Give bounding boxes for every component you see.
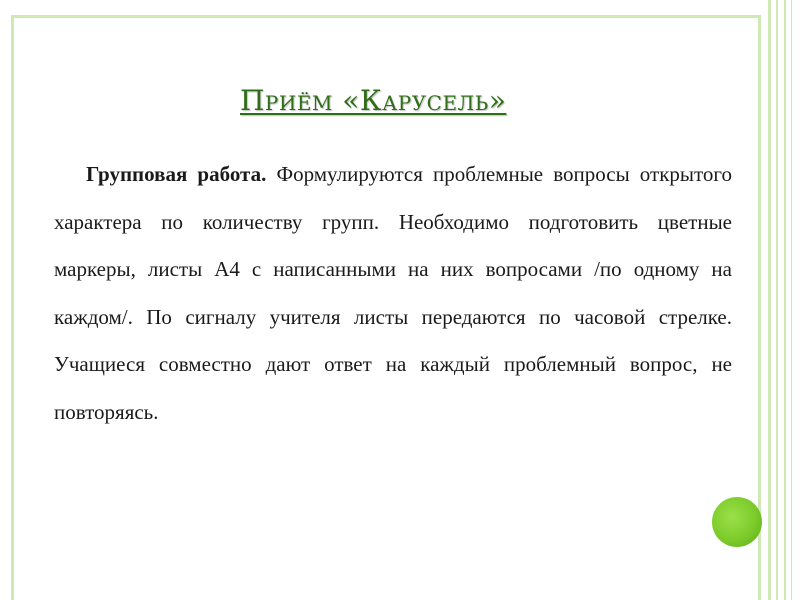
paragraph-text: Формулируются проблемные вопросы открытого характера по количеству групп. Необходимо подготовить цветные маркеры, листы А4 с написанными на них вопросами /по одному на каждом/. По сигналу учителя листы передаются по часовой стрелке. Учащиеся совместно дают ответ на каждый проблемный вопрос, не повторяясь. bbox=[54, 162, 732, 424]
green-circle-decoration bbox=[712, 497, 762, 547]
decorative-stripe bbox=[784, 0, 786, 600]
decorative-stripe bbox=[776, 0, 778, 600]
decorative-stripe bbox=[791, 0, 792, 600]
slide-title: Приём «Карусель» bbox=[240, 84, 507, 117]
decorative-stripe bbox=[768, 0, 771, 600]
bold-lead: Групповая работа. bbox=[86, 162, 267, 186]
slide-body-text bbox=[54, 151, 732, 436]
